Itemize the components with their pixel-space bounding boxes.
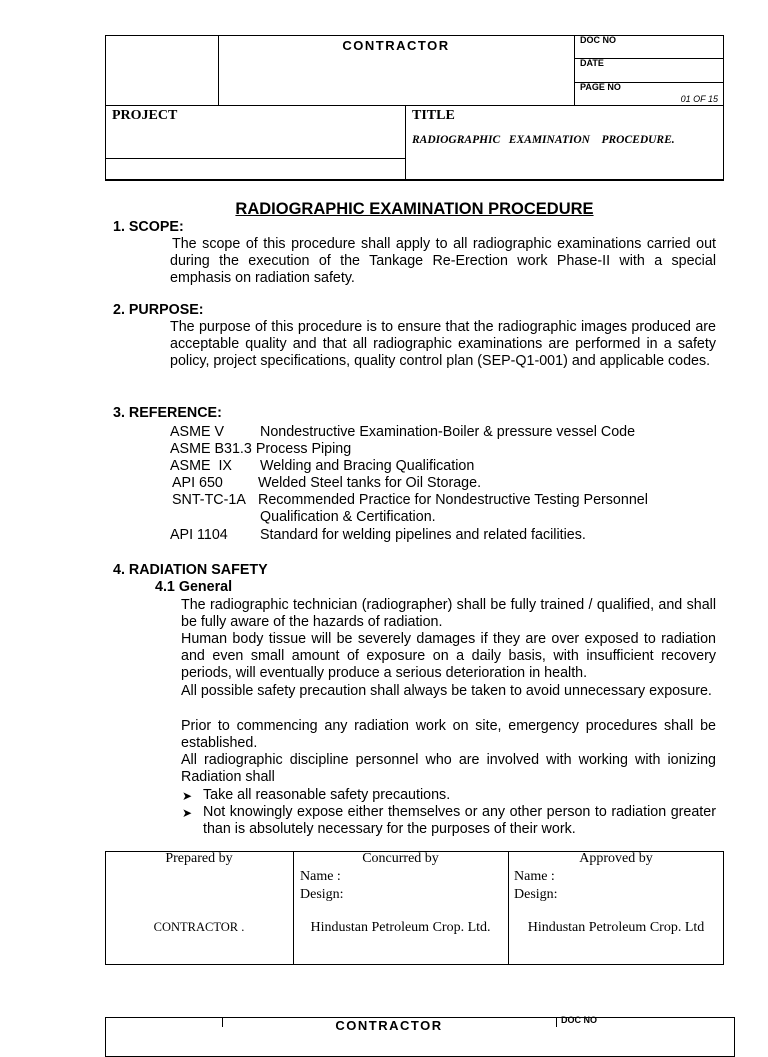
reference-desc: Welding and Bracing Qualification [260, 458, 475, 474]
concurred-by-value: Hindustan Petroleum Crop. Ltd. [310, 920, 491, 935]
divider [293, 851, 294, 965]
bullet-item: Take all reasonable safety precautions. [203, 787, 451, 803]
radiation-heading: 4. RADIATION SAFETY [113, 562, 268, 578]
approved-design-label: Design: [514, 887, 558, 902]
reference-desc: Process Piping [255, 441, 352, 457]
reference-desc-cont: Qualification & Certification. [260, 509, 436, 525]
radiation-para: Human body tissue will be severely damages if they are over exposed to radiation and even small amount of exposure on a daily basis, with insufficient recovery periods, will eventually produce a serious deterioration in health. [181, 631, 716, 681]
reference-desc: Welded Steel tanks for Oil Storage. [258, 475, 482, 491]
reference-code: ASME V [170, 424, 225, 440]
reference-code: API 1104 [170, 527, 228, 543]
divider [105, 179, 724, 181]
reference-code: ASME IX [170, 458, 232, 474]
radiation-para: All radiographic discipline personnel who are involved with working with ionizing Radiation shall [181, 752, 716, 785]
prepared-by-value: CONTRACTOR . [153, 920, 245, 934]
radiation-subheading: 4.1 General [155, 579, 233, 595]
next-page-doc-no-label: DOC NO [561, 1015, 597, 1025]
bullet-item: Not knowingly expose either themselves or any other person to radiation greater than is absolutely necessary for the purposes of their work. [203, 804, 716, 837]
page-no-value: 01 OF 15 [680, 94, 718, 104]
prepared-by-label: Prepared by [165, 851, 233, 866]
concurred-by-label: Concurred by [362, 851, 439, 866]
title-label: TITLE [412, 108, 455, 123]
approved-by-label: Approved by [579, 851, 653, 866]
radiation-para: All possible safety precaution shall always be taken to avoid unnecessary exposure. [181, 683, 712, 699]
reference-desc: Recommended Practice for Nondestructive Testing Personnel [258, 492, 648, 508]
scope-heading: 1. SCOPE: [113, 219, 184, 235]
divider [556, 1017, 557, 1027]
reference-code: API 650 [172, 475, 223, 491]
next-page-company: CONTRACTOR [335, 1018, 443, 1033]
reference-code: SNT-TC-1A [172, 492, 246, 508]
reference-desc: Nondestructive Examination-Boiler & pressure vessel Code [260, 424, 636, 440]
doc-no-label: DOC NO [580, 35, 616, 45]
divider [405, 106, 406, 180]
radiation-para: The radiographic technician (radiographer) shall be fully trained / qualified, and shall be fully aware of the hazards of radiation. [181, 597, 716, 630]
bullet-arrow-icon: ➤ [182, 806, 193, 820]
reference-code: ASME B31.3 [170, 441, 252, 457]
company-name: CONTRACTOR [342, 38, 450, 53]
purpose-text: The purpose of this procedure is to ensure that the radiographic images produced are acceptable quality and that all radiographic examinations are performed in a safety policy, project specifications, quality control plan (SEP-Q1-001) and applicable codes. [170, 319, 716, 369]
reference-item [170, 441, 351, 458]
reference-item [170, 424, 224, 441]
date-label: DATE [580, 58, 604, 68]
approved-name-label: Name : [514, 869, 555, 884]
signature-table [105, 851, 724, 965]
divider [105, 105, 724, 106]
reference-heading: 3. REFERENCE: [113, 405, 222, 421]
project-label: PROJECT [112, 108, 178, 123]
divider [574, 35, 575, 106]
approved-by-value: Hindustan Petroleum Crop. Ltd [527, 920, 705, 935]
doc-title: RADIOGRAPHIC EXAMINATION PROCEDURE [235, 200, 594, 218]
divider [105, 158, 405, 159]
page-no-label: PAGE NO [580, 82, 621, 92]
reference-desc: Standard for welding pipelines and related facilities. [260, 527, 586, 543]
scope-text: The scope of this procedure shall apply to all radiographic examinations carried out during the execution of the Tankage Re-Erection work Phase-II with a special emphasis on radiation safety. [170, 236, 716, 286]
concurred-design-label: Design: [300, 887, 344, 902]
radiation-para: Prior to commencing any radiation work on site, emergency procedures shall be established. [181, 718, 716, 751]
divider [508, 851, 509, 965]
purpose-heading: 2. PURPOSE: [113, 302, 204, 318]
concurred-name-label: Name : [300, 869, 341, 884]
bullet-arrow-icon: ➤ [182, 789, 193, 803]
title-value: RADIOGRAPHIC EXAMINATION PROCEDURE. [412, 134, 675, 146]
